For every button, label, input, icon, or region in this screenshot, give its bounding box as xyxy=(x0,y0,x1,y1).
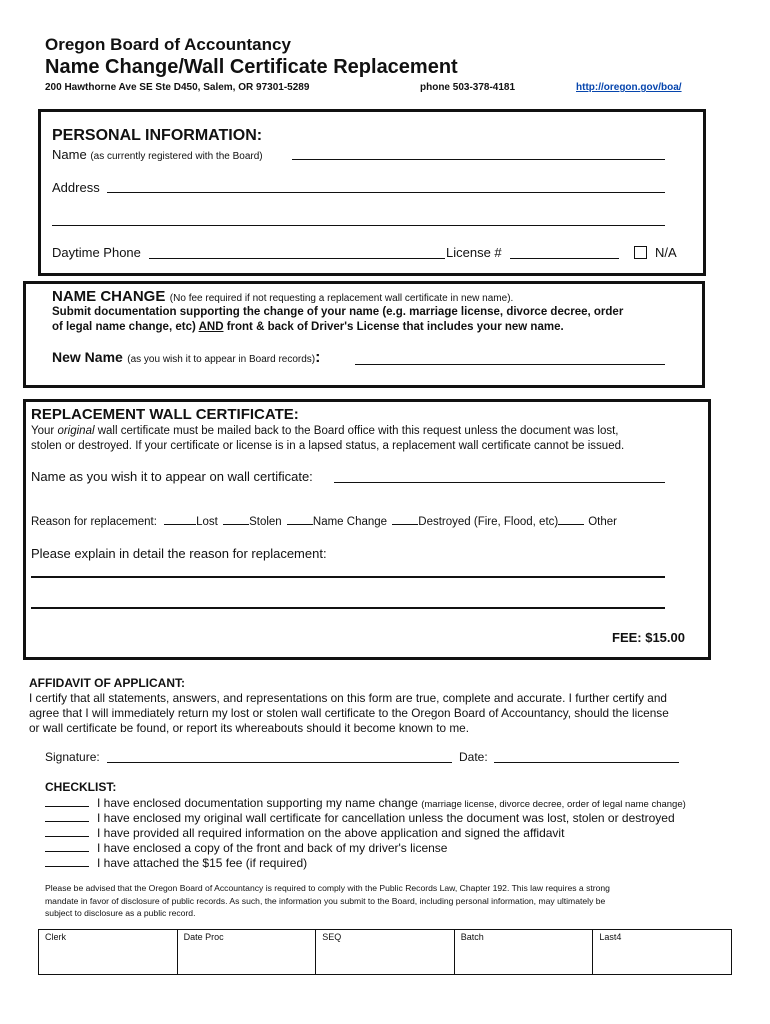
address-input-line-2[interactable] xyxy=(52,225,665,226)
address-label: Address xyxy=(52,180,100,195)
clerk-cell[interactable]: Clerk xyxy=(39,930,178,975)
na-checkbox[interactable] xyxy=(634,246,647,259)
name-field-label: Name (as currently registered with the Board) xyxy=(52,147,263,162)
license-number-input[interactable] xyxy=(510,258,619,259)
public-records-notice-1: Please be advised that the Oregon Board of Accountancy is required to comply with the Public Records Law, Chapter 192. This law requires a strong xyxy=(45,883,610,893)
name-change-title: NAME CHANGE xyxy=(52,288,166,305)
public-records-notice-3: subject to disclosure as a public record. xyxy=(45,908,196,918)
daytime-phone-input[interactable] xyxy=(149,258,445,259)
reason-for-replacement: Reason for replacement: Lost Stolen Name Change Destroyed (Fire, Flood, etc) Other xyxy=(31,516,617,528)
seq-cell[interactable]: SEQ xyxy=(316,930,455,975)
checklist-title: CHECKLIST: xyxy=(45,780,117,794)
signature-label: Signature: xyxy=(45,750,100,764)
name-change-instructions-2: of legal name change, etc) AND front & back of Driver's License that includes your new name. xyxy=(52,321,564,333)
replacement-instructions-1: Your original wall certificate must be mailed back to the Board office with this request unless the document was lost, xyxy=(31,425,619,437)
board-website-link[interactable]: http://oregon.gov/boa/ xyxy=(576,82,682,93)
name-field-hint: (as currently registered with the Board) xyxy=(90,151,263,162)
reason-stolen-blank[interactable] xyxy=(223,524,249,525)
date-label: Date: xyxy=(459,750,488,764)
license-number-label: License # xyxy=(446,245,502,260)
batch-cell[interactable]: Batch xyxy=(454,930,593,975)
date-input[interactable] xyxy=(494,762,679,763)
checklist-blank-5[interactable] xyxy=(45,855,89,867)
organization-name: Oregon Board of Accountancy xyxy=(45,35,291,54)
personal-information-title: PERSONAL INFORMATION: xyxy=(52,127,263,144)
affidavit-title: AFFIDAVIT OF APPLICANT: xyxy=(29,676,185,690)
checklist-blank-2[interactable] xyxy=(45,810,89,822)
checklist-item: I have enclosed my original wall certificate for cancellation unless the document was lost, stolen or destroyed xyxy=(45,810,675,825)
name-change-note: (No fee required if not requesting a replacement wall certificate in new name). xyxy=(169,293,514,304)
checklist-blank-4[interactable] xyxy=(45,840,89,852)
na-label: N/A xyxy=(655,245,677,260)
affidavit-text-1: I certify that all statements, answers, and representations on this form are true, complete and accurate. I further certify and xyxy=(29,691,667,705)
daytime-phone-label: Daytime Phone xyxy=(52,245,141,260)
name-change-instructions-1: Submit documentation supporting the change of your name (e.g. marriage license, divorce decree, order xyxy=(52,306,624,318)
checklist-item: I have enclosed documentation supporting my name change (marriage license, divorce decree, order of legal name change) xyxy=(45,795,686,810)
replacement-instructions-2: stolen or destroyed. If your certificate or license is in a lapsed status, a replacement wall certificate cannot be issued. xyxy=(31,440,625,452)
new-name-label: New Name (as you wish it to appear in Board records): xyxy=(52,349,321,366)
reason-other-blank[interactable] xyxy=(558,524,584,525)
board-phone: phone 503-378-4181 xyxy=(420,82,516,93)
explain-reason-input-line-2[interactable] xyxy=(31,607,665,609)
reason-label: Reason for replacement: xyxy=(31,516,157,528)
current-name-input[interactable] xyxy=(292,159,665,160)
checklist-item: I have provided all required information on the above application and signed the affidavit xyxy=(45,825,564,840)
board-address: 200 Hawthorne Ave SE Ste D450, Salem, OR 97301-5289 xyxy=(45,82,310,93)
office-use-table xyxy=(38,929,732,975)
certificate-name-input[interactable] xyxy=(334,482,665,483)
reason-name-change-blank[interactable] xyxy=(287,524,313,525)
explain-reason-input-line-1[interactable] xyxy=(31,576,665,578)
reason-destroyed-blank[interactable] xyxy=(392,524,418,525)
certificate-name-label: Name as you wish it to appear on wall certificate: xyxy=(31,469,313,484)
date-proc-cell[interactable]: Date Proc xyxy=(177,930,316,975)
signature-input[interactable] xyxy=(107,762,452,763)
form-title: Name Change/Wall Certificate Replacement xyxy=(45,56,458,78)
public-records-notice-2: mandate in favor of disclosure of public records. As such, the information you submit to the Board, including personal information, may ultimately be xyxy=(45,896,606,906)
address-input-line-1[interactable] xyxy=(107,192,665,193)
checklist-item: I have enclosed a copy of the front and back of my driver's license xyxy=(45,840,447,855)
new-name-input[interactable] xyxy=(355,364,665,365)
checklist-blank-3[interactable] xyxy=(45,825,89,837)
fee-amount: FEE: $15.00 xyxy=(612,630,685,645)
affidavit-text-3: or wall certificate be found, or report its whereabouts should it become known to me. xyxy=(29,721,469,735)
reason-lost-blank[interactable] xyxy=(164,524,196,525)
replacement-certificate-title: REPLACEMENT WALL CERTIFICATE: xyxy=(31,406,299,423)
explain-reason-label: Please explain in detail the reason for replacement: xyxy=(31,546,327,561)
name-change-heading xyxy=(52,288,513,306)
affidavit-text-2: agree that I will immediately return my lost or stolen wall certificate to the Oregon Board of Accountancy, should the license xyxy=(29,706,669,720)
last4-cell[interactable]: Last4 xyxy=(593,930,732,975)
checklist-item: I have attached the $15 fee (if required) xyxy=(45,855,307,870)
checklist-blank-1[interactable] xyxy=(45,795,89,807)
